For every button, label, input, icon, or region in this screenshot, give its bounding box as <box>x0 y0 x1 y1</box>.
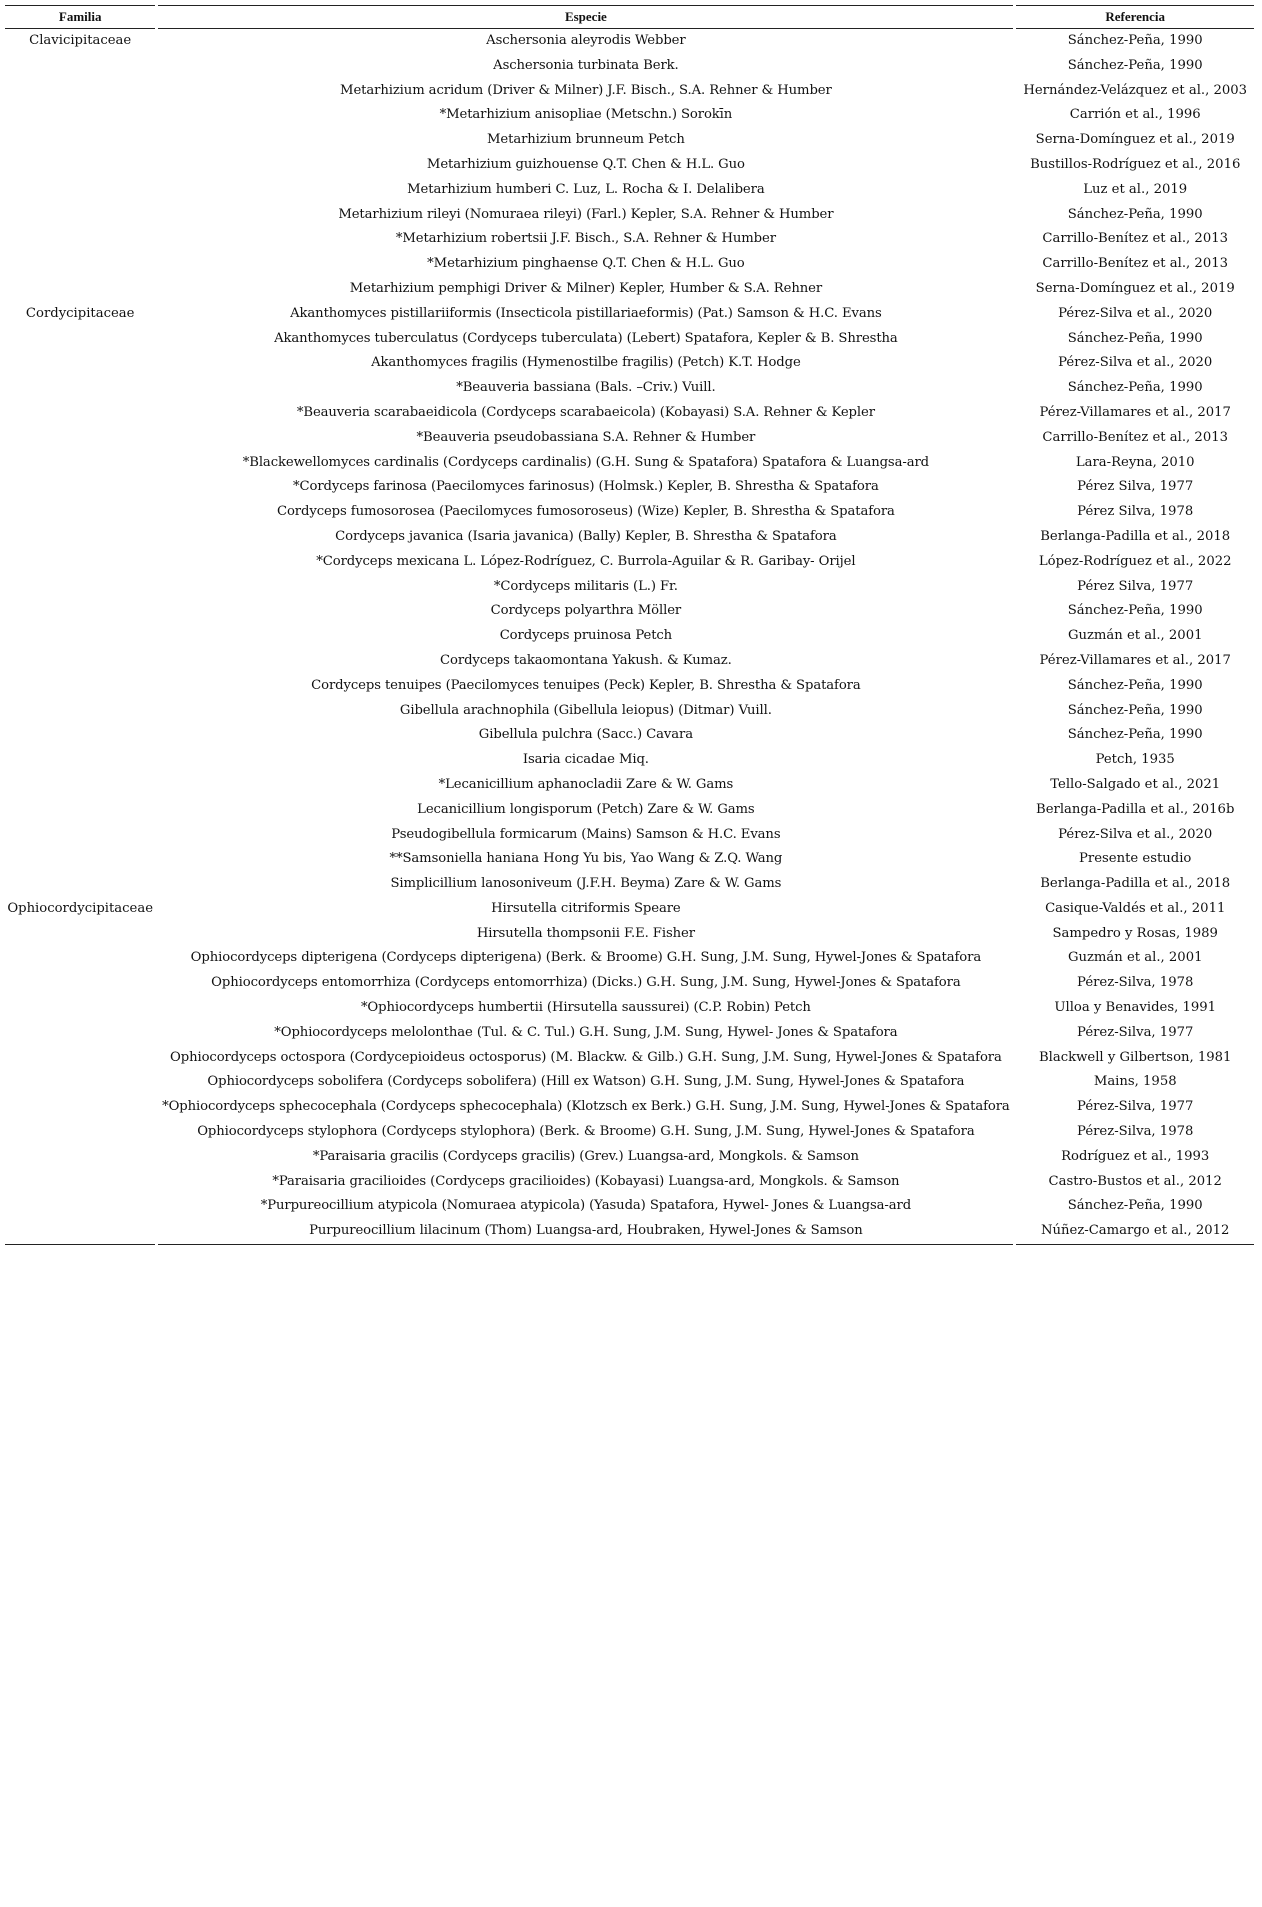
table-row <box>5 1170 1254 1195</box>
referencia-cell: Carrillo-Benítez et al., 2013 <box>1042 429 1228 445</box>
table-row <box>5 1046 1254 1071</box>
table-row <box>5 252 1254 277</box>
table-row <box>5 277 1254 302</box>
especie-cell: Metarhizium rileyi (Nomuraea rileyi) (Farl.) Kepler, S.A. Rehner & Humber <box>338 206 834 222</box>
table-row <box>5 376 1254 401</box>
table-row <box>5 1095 1254 1120</box>
table-row <box>5 178 1254 203</box>
table-row <box>5 550 1254 575</box>
familia-cell <box>5 699 155 724</box>
familia-cell <box>5 599 155 624</box>
familia-cell <box>5 525 155 550</box>
especie-cell: Metarhizium brunneum Petch <box>487 132 685 148</box>
referencia-cell: Carrillo-Benítez et al., 2013 <box>1042 231 1228 247</box>
especie-cell: Purpureocillium lilacinum (Thom) Luangsa-ard, Houbraken, Hywel-Jones & Samson <box>158 1219 1013 1245</box>
table-row <box>5 946 1254 971</box>
especie-cell: Aschersonia turbinata Berk. <box>493 57 679 73</box>
referencia-cell: Sánchez-Peña, 1990 <box>1067 1198 1203 1214</box>
table-row <box>5 475 1254 500</box>
table-row <box>5 203 1254 228</box>
referencia-cell: Pérez Silva, 1977 <box>1077 578 1194 594</box>
referencia-cell: Petch, 1935 <box>1095 752 1175 768</box>
header-referencia: Referencia <box>1016 5 1254 29</box>
familia-cell: Ophiocordycipitaceae <box>7 900 154 916</box>
especie-cell: Ophiocordyceps sobolifera (Cordyceps sobolifera) (Hill ex Watson) G.H. Sung, J.M. Sung, Hywel-Jones & Spatafora <box>207 1074 965 1090</box>
familia-cell <box>5 1145 155 1170</box>
table-row <box>5 29 1254 54</box>
referencia-cell: Sánchez-Peña, 1990 <box>1067 727 1203 743</box>
table-body <box>5 29 1254 1245</box>
table-row <box>5 1070 1254 1095</box>
table-row <box>5 971 1254 996</box>
table-row <box>5 500 1254 525</box>
familia-cell <box>5 401 155 426</box>
referencia-cell: Sánchez-Peña, 1990 <box>1067 380 1203 396</box>
referencia-cell: Pérez-Silva, 1977 <box>1077 1099 1194 1115</box>
especie-cell: Pseudogibellula formicarum (Mains) Samson & H.C. Evans <box>391 826 781 842</box>
table-row <box>5 153 1254 178</box>
especie-cell: *Cordyceps mexicana L. López-Rodríguez, C. Burrola-Aguilar & R. Garibay- Orijel <box>316 553 856 569</box>
table-row <box>5 525 1254 550</box>
familia-cell: Clavicipitaceae <box>29 33 132 48</box>
referencia-cell: Ulloa y Benavides, 1991 <box>1054 1000 1217 1016</box>
familia-cell <box>5 649 155 674</box>
especie-cell: *Paraisaria gracilioides (Cordyceps gracilioides) (Kobayasi) Luangsa-ard, Mongkols. & Samson <box>272 1173 900 1189</box>
familia-cell <box>5 971 155 996</box>
referencia-cell: Tello-Salgado et al., 2021 <box>1050 776 1221 792</box>
referencia-cell: Sánchez-Peña, 1990 <box>1067 603 1203 619</box>
referencia-cell: Bustillos-Rodríguez et al., 2016 <box>1030 156 1241 172</box>
especie-cell: Cordyceps pruinosa Petch <box>499 628 673 644</box>
especie-cell: *Ophiocordyceps melolonthae (Tul. & C. Tul.) G.H. Sung, J.M. Sung, Hywel- Jones & Spatafora <box>274 1024 898 1040</box>
referencia-cell: Rodríguez et al., 1993 <box>1061 1148 1210 1164</box>
referencia-cell: Sánchez-Peña, 1990 <box>1067 33 1203 48</box>
especie-cell: Metarhizium pemphigi Driver & Milner) Kepler, Humber & S.A. Rehner <box>349 280 823 296</box>
familia-cell <box>5 327 155 352</box>
familia-cell <box>5 203 155 228</box>
familia-cell <box>5 1170 155 1195</box>
table-row <box>5 699 1254 724</box>
familia-cell <box>5 227 155 252</box>
table-row <box>5 823 1254 848</box>
referencia-cell: López-Rodríguez et al., 2022 <box>1038 553 1232 569</box>
table-row <box>5 1219 1254 1245</box>
familia-cell <box>5 624 155 649</box>
especie-cell: Cordyceps polyarthra Möller <box>490 603 682 619</box>
especie-cell: Isaria cicadae Miq. <box>522 752 649 768</box>
table-row <box>5 624 1254 649</box>
referencia-cell: Núñez-Camargo et al., 2012 <box>1016 1219 1254 1245</box>
especie-cell: Metarhizium guizhouense Q.T. Chen & H.L. Guo <box>426 156 745 172</box>
especie-cell: *Lecanicillium aphanocladii Zare & W. Gams <box>438 776 734 792</box>
familia-cell <box>5 1070 155 1095</box>
referencia-cell: Pérez-Villamares et al., 2017 <box>1039 652 1231 668</box>
especie-cell: Akanthomyces tuberculatus (Cordyceps tuberculata) (Lebert) Spatafora, Kepler & B. Shrestha <box>274 330 898 346</box>
table-row <box>5 1145 1254 1170</box>
table-row <box>5 227 1254 252</box>
table-row <box>5 1194 1254 1219</box>
familia-cell <box>5 922 155 947</box>
referencia-cell: Mains, 1958 <box>1093 1074 1177 1090</box>
familia-cell <box>5 103 155 128</box>
referencia-cell: Pérez-Silva, 1977 <box>1077 1024 1194 1040</box>
especie-cell: Lecanicillium longisporum (Petch) Zare & W. Gams <box>417 801 755 817</box>
table-row <box>5 401 1254 426</box>
table-row <box>5 897 1254 922</box>
especie-cell: Hirsutella citriformis Speare <box>491 900 681 916</box>
table-row <box>5 872 1254 897</box>
familia-cell <box>5 674 155 699</box>
especie-cell: *Metarhizium robertsii J.F. Bisch., S.A. Rehner & Humber <box>395 231 776 247</box>
referencia-cell: Luz et al., 2019 <box>1083 181 1188 197</box>
table-row <box>5 798 1254 823</box>
table-header <box>5 5 1254 29</box>
familia-cell <box>5 1046 155 1071</box>
especie-cell: *Metarhizium pinghaense Q.T. Chen & H.L. Guo <box>427 256 745 272</box>
familia-cell <box>5 54 155 79</box>
familia-cell <box>5 1021 155 1046</box>
table-row <box>5 79 1254 104</box>
table-row <box>5 847 1254 872</box>
especie-cell: Cordyceps takaomontana Yakush. & Kumaz. <box>440 652 732 668</box>
familia-cell <box>5 1095 155 1120</box>
especie-cell: Metarhizium humberi C. Luz, L. Rocha & I. Delalibera <box>407 181 765 197</box>
familia-cell <box>5 798 155 823</box>
especie-cell: Metarhizium acridum (Driver & Milner) J.F. Bisch., S.A. Rehner & Humber <box>340 82 832 98</box>
especie-cell: *Purpureocillium atypicola (Nomuraea atypicola) (Yasuda) Spatafora, Hywel- Jones & Luangsa-ard <box>260 1198 912 1214</box>
referencia-cell: Sánchez-Peña, 1990 <box>1067 330 1203 346</box>
especie-cell: *Beauveria pseudobassiana S.A. Rehner & Humber <box>416 429 756 445</box>
table-row <box>5 922 1254 947</box>
table-row <box>5 351 1254 376</box>
species-table <box>2 5 1257 1245</box>
familia-cell <box>5 178 155 203</box>
table-row <box>5 674 1254 699</box>
familia-cell <box>5 1219 155 1245</box>
referencia-cell: Carrión et al., 1996 <box>1069 107 1201 123</box>
table-row <box>5 649 1254 674</box>
especie-cell: Simplicillium lanosoniveum (J.F.H. Beyma) Zare & W. Gams <box>390 876 782 892</box>
header-especie: Especie <box>158 5 1013 29</box>
especie-cell: Cordyceps tenuipes (Paecilomyces tenuipes (Peck) Kepler, B. Shrestha & Spatafora <box>311 677 861 693</box>
familia-cell <box>5 451 155 476</box>
referencia-cell: Lara-Reyna, 2010 <box>1075 454 1195 470</box>
especie-cell: *Ophiocordyceps sphecocephala (Cordyceps sphecocephala) (Klotzsch ex Berk.) G.H. Sung, J.M. Sung, Hywel-Jones & Spatafora <box>162 1099 1010 1115</box>
familia-cell <box>5 996 155 1021</box>
header-familia: Familia <box>5 5 155 29</box>
especie-cell: *Beauveria bassiana (Bals. –Criv.) Vuill. <box>456 380 716 396</box>
table-row <box>5 1021 1254 1046</box>
familia-cell <box>5 376 155 401</box>
referencia-cell: Sampedro y Rosas, 1989 <box>1052 925 1218 941</box>
familia-cell <box>5 748 155 773</box>
referencia-cell: Sánchez-Peña, 1990 <box>1067 677 1203 693</box>
familia-cell <box>5 773 155 798</box>
referencia-cell: Serna-Domínguez et al., 2019 <box>1035 132 1235 148</box>
table-row <box>5 451 1254 476</box>
familia-cell <box>5 847 155 872</box>
familia-cell <box>5 500 155 525</box>
species-table-container <box>5 5 1254 1245</box>
referencia-cell: Sánchez-Peña, 1990 <box>1067 57 1203 73</box>
especie-cell: Ophiocordyceps stylophora (Cordyceps stylophora) (Berk. & Broome) G.H. Sung, J.M. Sung, Hywel-Jones & Spatafora <box>197 1124 975 1140</box>
especie-cell: *Beauveria scarabaeidicola (Cordyceps scarabaeicola) (Kobayasi) S.A. Rehner & Kepler <box>296 404 875 420</box>
referencia-cell: Casique-Valdés et al., 2011 <box>1045 900 1226 916</box>
familia-cell <box>5 277 155 302</box>
familia-cell <box>5 872 155 897</box>
header-row <box>5 5 1254 29</box>
familia-cell <box>5 426 155 451</box>
especie-cell: *Metarhizium anisopliae (Metschn.) Sorokīn <box>439 107 733 123</box>
especie-cell: Gibellula pulchra (Sacc.) Cavara <box>478 727 693 743</box>
referencia-cell: Serna-Domínguez et al., 2019 <box>1035 280 1235 296</box>
referencia-cell: Guzmán et al., 2001 <box>1067 628 1203 644</box>
especie-cell: Ophiocordyceps dipterigena (Cordyceps dipterigena) (Berk. & Broome) G.H. Sung, J.M. Sung, Hywel-Jones & Spatafora <box>190 950 982 966</box>
referencia-cell: Pérez-Silva et al., 2020 <box>1058 355 1213 371</box>
especie-cell: Akanthomyces fragilis (Hymenostilbe fragilis) (Petch) K.T. Hodge <box>371 355 801 371</box>
familia-cell <box>5 252 155 277</box>
familia-cell <box>5 550 155 575</box>
table-row <box>5 103 1254 128</box>
referencia-cell: Presente estudio <box>1079 851 1192 867</box>
especie-cell: Ophiocordyceps entomorrhiza (Cordyceps entomorrhiza) (Dicks.) G.H. Sung, J.M. Sung, Hywel-Jones & Spatafora <box>211 975 961 991</box>
especie-cell: Hirsutella thompsonii F.E. Fisher <box>476 925 695 941</box>
table-row <box>5 54 1254 79</box>
especie-cell: Cordyceps javanica (Isaria javanica) (Bally) Kepler, B. Shrestha & Spatafora <box>335 528 837 544</box>
especie-cell: Aschersonia aleyrodis Webber <box>486 33 686 48</box>
referencia-cell: Sánchez-Peña, 1990 <box>1067 206 1203 222</box>
referencia-cell: Blackwell y Gilbertson, 1981 <box>1038 1049 1232 1065</box>
referencia-cell: Pérez-Silva, 1978 <box>1077 1124 1194 1140</box>
especie-cell: Gibellula arachnophila (Gibellula leiopus) (Ditmar) Vuill. <box>399 702 772 718</box>
especie-cell: *Paraisaria gracilis (Cordyceps gracilis) (Grev.) Luangsa-ard, Mongkols. & Samson <box>312 1148 859 1164</box>
especie-cell: **Samsoniella haniana Hong Yu bis, Yao Wang & Z.Q. Wang <box>389 851 783 867</box>
referencia-cell: Pérez-Silva et al., 2020 <box>1058 826 1213 842</box>
referencia-cell: Berlanga-Padilla et al., 2018 <box>1040 876 1231 892</box>
familia-cell <box>5 946 155 971</box>
especie-cell: Ophiocordyceps octospora (Cordycepioideus octosporus) (M. Blackw. & Gilb.) G.H. Sung, J.M. Sung, Hywel-Jones & Spatafora <box>170 1049 1002 1065</box>
referencia-cell: Castro-Bustos et al., 2012 <box>1048 1173 1222 1189</box>
referencia-cell: Pérez-Silva et al., 2020 <box>1058 305 1213 321</box>
table-row <box>5 575 1254 600</box>
table-row <box>5 748 1254 773</box>
familia-cell <box>5 575 155 600</box>
table-row <box>5 996 1254 1021</box>
table-row <box>5 599 1254 624</box>
table-row <box>5 327 1254 352</box>
especie-cell: *Cordyceps militaris (L.) Fr. <box>493 578 678 594</box>
table-row <box>5 128 1254 153</box>
table-row <box>5 773 1254 798</box>
referencia-cell: Berlanga-Padilla et al., 2016b <box>1036 801 1235 817</box>
referencia-cell: Pérez Silva, 1978 <box>1077 504 1194 520</box>
table-row <box>5 1120 1254 1145</box>
familia-cell <box>5 153 155 178</box>
table-row <box>5 723 1254 748</box>
familia-cell <box>5 351 155 376</box>
especie-cell: *Blackewellomyces cardinalis (Cordyceps cardinalis) (G.H. Sung & Spatafora) Spatafora & Luangsa-ard <box>242 454 930 470</box>
referencia-cell: Pérez Silva, 1977 <box>1077 479 1194 495</box>
referencia-cell: Pérez-Villamares et al., 2017 <box>1039 404 1231 420</box>
referencia-cell: Berlanga-Padilla et al., 2018 <box>1040 528 1231 544</box>
familia-cell <box>5 475 155 500</box>
familia-cell <box>5 1120 155 1145</box>
especie-cell: *Cordyceps farinosa (Paecilomyces farinosus) (Holmsk.) Kepler, B. Shrestha & Spatafora <box>293 479 879 495</box>
especie-cell: *Ophiocordyceps humbertii (Hirsutella saussurei) (C.P. Robin) Petch <box>360 1000 811 1016</box>
familia-cell <box>5 128 155 153</box>
familia-cell <box>5 823 155 848</box>
table-row <box>5 426 1254 451</box>
referencia-cell: Guzmán et al., 2001 <box>1067 950 1203 966</box>
table-row <box>5 302 1254 327</box>
familia-cell <box>5 1194 155 1219</box>
familia-cell <box>5 723 155 748</box>
especie-cell: Cordyceps fumosorosea (Paecilomyces fumosoroseus) (Wize) Kepler, B. Shrestha & Spatafora <box>276 504 895 520</box>
referencia-cell: Sánchez-Peña, 1990 <box>1067 702 1203 718</box>
referencia-cell: Pérez-Silva, 1978 <box>1077 975 1194 991</box>
familia-cell <box>5 79 155 104</box>
familia-cell: Cordycipitaceae <box>25 305 135 321</box>
referencia-cell: Carrillo-Benítez et al., 2013 <box>1042 256 1228 272</box>
referencia-cell: Hernández-Velázquez et al., 2003 <box>1023 82 1248 98</box>
especie-cell: Akanthomyces pistillariiformis (Insecticola pistillariaeformis) (Pat.) Samson & H.C. Evans <box>290 305 882 321</box>
